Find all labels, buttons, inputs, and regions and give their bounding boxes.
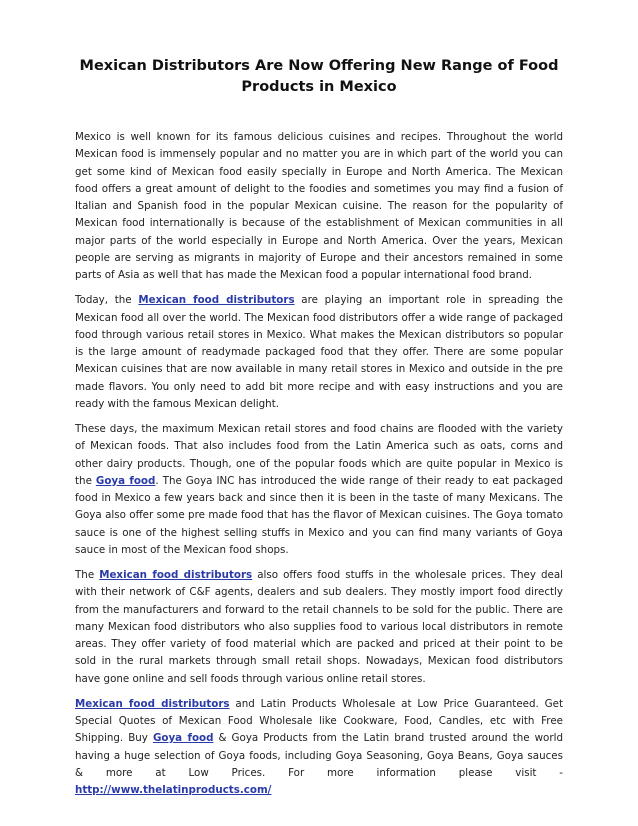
document-body [75, 129, 563, 807]
title-line-2: Products in Mexico [241, 79, 397, 95]
goya-food-link[interactable]: Goya food [152, 732, 214, 745]
paragraph-5-text-1: and Latin Products Wholesale at Low Price Guaranteed. Get Special Quotes of Mexican Food Wholesale like Cookware, Food, Candles, etc with Free Shipping. Buy [75, 697, 563, 745]
mexican-food-distributors-link[interactable]: Mexican food distributors [75, 697, 230, 710]
paragraph-2-text-1: Today, the [75, 294, 139, 307]
paragraph-3 [75, 421, 563, 559]
paragraph-4-text-2: also offers food stuffs in the wholesale prices. They deal with their network of C&F agents, dealers and sub dealers. They mostly import food directly from the manufacturers and forward to the retail channels to be sold for the public. There are many Mexican food distributors who also supplies food to various local distributors in remote areas. They offer variety of food material which are packed and priced at their point to be sold in the rural markets through small retail shops. Nowadays, Mexican food distributors have gone online and sell foods through various online retail stores. [75, 569, 563, 685]
paragraph-2-text-2: are playing an important role in spreading the Mexican food all over the world. The Mexican food distributors offer a wide range of packaged food through various retail stores in Mexico. What makes the Mexican distributors so popular is the large amount of readymade packaged food that they offer. There are some popular Mexican cuisines that are now available in many retail stores in Mexico and outside in the pre made flavors. You only need to add bit more recipe and with easy instructions and you are ready with the famous Mexican delight. [75, 294, 563, 410]
mexican-food-distributors-link[interactable]: Mexican food distributors [138, 294, 295, 307]
paragraph-1 [75, 129, 563, 284]
mexican-food-distributors-link[interactable]: Mexican food distributors [99, 569, 253, 581]
paragraph-2 [75, 292, 563, 413]
paragraph-3-text-1: These days, the maximum Mexican retail stores and food chains are flooded with the variety of Mexican foods. That also includes food from the Latin America such as oats, corns and other dairy products. Though, one of the popular foods which are quite popular in Mexico is the [75, 423, 563, 487]
paragraph-4-text-1: The [75, 569, 100, 581]
document-title [70, 56, 568, 98]
title-line-1: Mexican Distributors Are Now Offering New Range of Food [79, 58, 559, 74]
paragraph-5 [75, 696, 563, 800]
paragraph-1-text: Mexico is well known for its famous delicious cuisines and recipes. Throughout the world Mexican food is immensely popular and no matter you are in which part of the world you can get some kind of Mexican food easily specially in Europe and North America. The Mexican food offers a great amount of delight to the foodies and sometimes you may find a fusion of Italian and Spanish food in the popular Mexican cuisine. The reason for the popularity of Mexican food internationally is because of the establishment of Mexican communities in all major parts of the world especially in Europe and North America. Over the years, Mexican people are serving as migrants in majority of Europe and their ancestors remained in some parts of Asia as well that has made the Mexican food a popular international food brand. [75, 131, 563, 281]
paragraph-4 [75, 567, 563, 688]
paragraph-3-text-2: . The Goya INC has introduced the wide range of their ready to eat packaged food in Mexico a few years back and since then it is been in the taste of many Mexicans. The Goya also offer some pre made food that has the flavor of Mexican cuisines. The Goya tomato sauce is one of the highest selling stuffs in Mexico and you can find many variants of Goya sauce in most of the Mexican food shops. [75, 474, 563, 556]
goya-food-link[interactable]: Goya food [95, 474, 156, 487]
website-link[interactable]: http://www.thelatinproducts.com/ [75, 784, 272, 796]
paragraph-5-text-2: & Goya Products from the Latin brand trusted around the world having a huge selection of Goya foods, including Goya Seasoning, Goya Beans, Goya sauces & more at Low Prices. For more information please visit - [75, 732, 563, 779]
